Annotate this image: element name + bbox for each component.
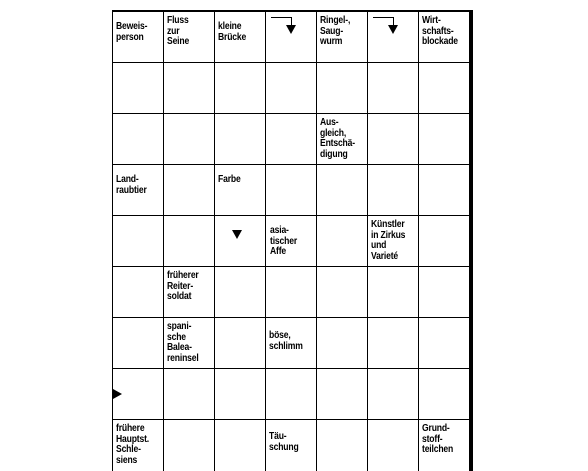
- clue-cell: [368, 216, 419, 267]
- clue-cell: [317, 114, 368, 165]
- answer-cell[interactable]: [419, 369, 470, 420]
- answer-cell[interactable]: [215, 318, 266, 369]
- answer-cell[interactable]: [368, 267, 419, 318]
- answer-cell[interactable]: [317, 369, 368, 420]
- answer-cell[interactable]: [266, 12, 317, 63]
- clue-cell: [266, 216, 317, 267]
- answer-cell[interactable]: [266, 114, 317, 165]
- answer-cell[interactable]: [266, 369, 317, 420]
- clue-grundstoffteilchen: Grund- stoff- teilchen: [422, 423, 454, 455]
- clue-landraubtier: Land- raubtier: [116, 174, 147, 196]
- arrow-down-icon: [388, 25, 398, 34]
- answer-cell[interactable]: [317, 267, 368, 318]
- clue-ausgleich: Aus- gleich, Entschä- digung: [320, 117, 355, 160]
- clue-cell: [164, 318, 215, 369]
- clue-wirtschaftsblockade: Wirt- schafts- blockade: [422, 15, 458, 47]
- answer-cell[interactable]: [368, 165, 419, 216]
- answer-cell[interactable]: [164, 63, 215, 114]
- answer-cell[interactable]: [368, 12, 419, 63]
- arrow-down-icon: [232, 230, 242, 239]
- answer-cell[interactable]: [368, 318, 419, 369]
- crossword-puzzle: [112, 10, 469, 470]
- answer-cell[interactable]: [419, 165, 470, 216]
- clue-cell: [215, 165, 266, 216]
- answer-cell[interactable]: [368, 420, 419, 471]
- clue-kuenstler: Künstler in Zirkus und Varieté: [371, 219, 406, 262]
- clue-ringelwurm: Ringel-, Saug- wurm: [320, 15, 351, 47]
- answer-cell[interactable]: [215, 63, 266, 114]
- answer-cell[interactable]: [317, 216, 368, 267]
- answer-cell[interactable]: [419, 114, 470, 165]
- answer-cell[interactable]: [368, 63, 419, 114]
- answer-cell[interactable]: [266, 267, 317, 318]
- clue-cell: [113, 165, 164, 216]
- answer-cell[interactable]: [113, 63, 164, 114]
- answer-cell[interactable]: [164, 165, 215, 216]
- answer-cell[interactable]: [419, 267, 470, 318]
- answer-cell[interactable]: [164, 369, 215, 420]
- arrow-right-icon: [113, 389, 122, 399]
- clue-cell: [266, 420, 317, 471]
- answer-cell[interactable]: [164, 114, 215, 165]
- clue-cell: [317, 12, 368, 63]
- answer-cell[interactable]: [368, 369, 419, 420]
- answer-cell[interactable]: [215, 114, 266, 165]
- answer-cell[interactable]: [419, 318, 470, 369]
- answer-cell[interactable]: [113, 318, 164, 369]
- clue-cell: [215, 12, 266, 63]
- answer-cell[interactable]: [266, 165, 317, 216]
- answer-cell[interactable]: [419, 63, 470, 114]
- clue-taeuschung: Täu- schung: [269, 431, 299, 453]
- clue-beweisperson: Beweis- person: [116, 21, 148, 43]
- clue-cell: [419, 420, 470, 471]
- clue-farbe: Farbe: [218, 174, 241, 185]
- answer-cell[interactable]: [215, 369, 266, 420]
- answer-cell[interactable]: [317, 420, 368, 471]
- answer-cell[interactable]: [368, 114, 419, 165]
- clue-fluss-zur-seine: Fluss zur Seine: [167, 15, 190, 47]
- answer-cell[interactable]: [317, 318, 368, 369]
- clue-cell: [113, 12, 164, 63]
- clue-cell: [113, 420, 164, 471]
- answer-cell[interactable]: [164, 216, 215, 267]
- answer-cell[interactable]: [215, 216, 266, 267]
- answer-cell[interactable]: [215, 267, 266, 318]
- arrow-down-icon: [286, 25, 296, 34]
- crossword-grid: [112, 10, 473, 471]
- clue-cell: [164, 12, 215, 63]
- answer-cell[interactable]: [266, 63, 317, 114]
- answer-cell[interactable]: [317, 63, 368, 114]
- clue-cell: [419, 12, 470, 63]
- clue-boese: böse, schlimm: [269, 330, 303, 352]
- answer-cell[interactable]: [113, 216, 164, 267]
- answer-cell[interactable]: [164, 420, 215, 471]
- answer-cell[interactable]: [419, 216, 470, 267]
- clue-cell: [164, 267, 215, 318]
- clue-spanische-baleareninsel: spani- sche Balea- reninsel: [167, 321, 199, 364]
- answer-cell[interactable]: [113, 369, 164, 420]
- answer-cell[interactable]: [215, 420, 266, 471]
- clue-cell: [266, 318, 317, 369]
- clue-asiatischer-affe: asia- tischer Affe: [270, 225, 298, 257]
- clue-frueherer-reitersoldat: früherer Reiter- soldat: [167, 270, 199, 302]
- answer-cell[interactable]: [317, 165, 368, 216]
- answer-cell[interactable]: [113, 267, 164, 318]
- clue-fruehere-hauptstadt: frühere Hauptst. Schle- siens: [116, 423, 150, 466]
- clue-kleine-bruecke: kleine Brücke: [218, 21, 247, 43]
- answer-cell[interactable]: [113, 114, 164, 165]
